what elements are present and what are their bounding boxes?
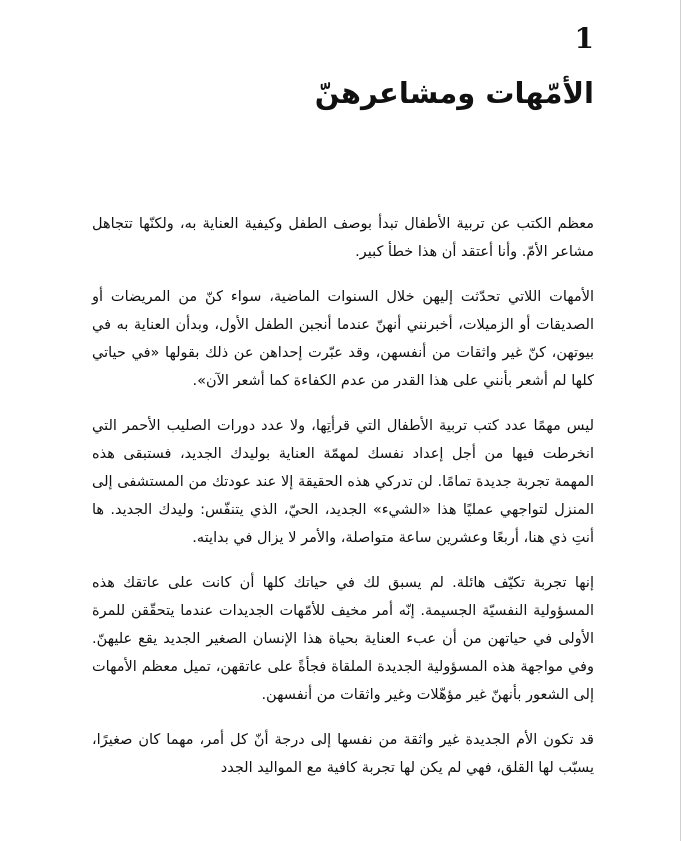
paragraph: قد تكون الأم الجديدة غير واثقة من نفسها إلى درجة أنّ كل أمر، مهما كان صغيرًا، يسبّب لها القلق، فهي لم يكن لها تجربة كافية مع المواليد الجدد — [92, 732, 594, 776]
paragraph: إنها تجربة تكيّف هائلة. لم يسبق لك في حياتك كلها أن كانت على عاتقك هذه المسؤولية النفسيّة الجسيمة. إنّه أمر مخيف للأمّهات الجديدات عندما يتحقّقن للمرة الأولى في حياتهن من أن عبء العناية بحياة هذا الإنسان الصغير الجديد يقع عليهنّ. وفي مواجهة هذه المسؤولية الجديدة الملقاة فجأةً على عاتقهن، تميل معظم الأمهات إلى الشعور بأنهنّ غير مؤهّلات وغير واثقات من أنفسهن. — [92, 575, 594, 703]
paragraph: معظم الكتب عن تربية الأطفال تبدأ بوصف الطفل وكيفية العناية به، ولكنّها تتجاهل مشاعر الأمّ. وأنا أعتقد أن هذا خطأ كبير. — [92, 216, 594, 260]
chapter-number: 1 — [574, 22, 594, 55]
chapter-body — [92, 210, 594, 799]
paragraph: الأمهات اللاتي تحدّثت إليهن خلال السنوات الماضية، سواء كنّ من المريضات أو الصديقات أو الزميلات، أخبرنني أنهنّ عندما أنجبن الطفل الأول، وبدأن العناية به في بيوتهن، كنّ غير واثقات من أنفسهن، وقد عبّرت إحداهن عن ذلك بقولها «في حياتي كلها لم أشعر بأنني على هذا القدر من عدم الكفاءة كما أشعر الآن». — [92, 289, 594, 389]
paragraph: ليس مهمًا عدد كتب تربية الأطفال التي قرأتِها، ولا عدد دورات الصليب الأحمر التي انخرطت فيها من أجل إعداد نفسك لمهمّة العناية بوليدك الجديد، فستبقى هذه المهمة تجربة جديدة تمامًا. لن تدركي هذه الحقيقة إلا عند عودتك من المستشفى إلى المنزل لتواجهي عمليًا هذا «الشيء» الجديد، الحيّ، الذي يتنفّس: وليدك الجديد. ها أنتِ ذي هنا، أربعًا وعشرين ساعة متواصلة، والأمر لا يزال في بدايته. — [92, 418, 594, 546]
chapter-title: الأمّهات ومشاعرهنّ — [314, 76, 594, 110]
